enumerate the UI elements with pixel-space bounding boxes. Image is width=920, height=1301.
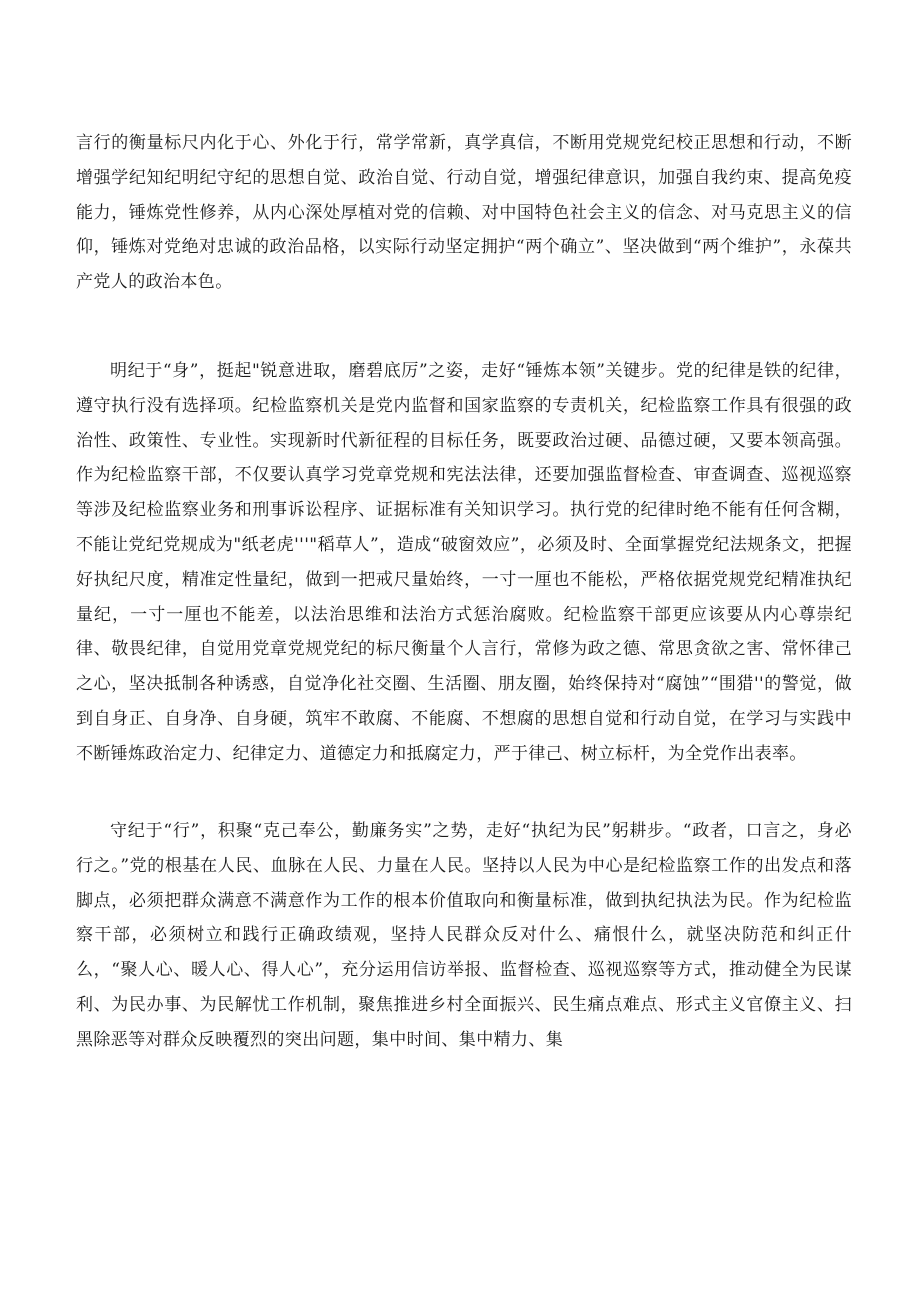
- paragraph-2: 明纪于“身”，挺起"锐意进取，磨碧底厉”之姿，走好“锤炼本领”关键步。党的纪律是铁的纪律，遵守执行没有选择项。纪检监察机关是党内监督和国家监察的专责机关，纪检监察工作具有很强的政治性、政策性、专业性。实现新时代新征程的目标任务，既要政治过硬、品德过硬，又要本领高强。作为纪检监察干部，不仅要认真学习党章党规和宪法法律，还要加强监督检查、审查调查、巡视巡察等涉及纪检监察业务和刑事诉讼程序、证据标准有关知识学习。执行党的纪律时绝不能有任何含糊，不能让党纪党规成为"纸老虎'''"稻草人”，造成“破窗效应”，必须及时、全面掌握党纪法规条文，把握好执纪尺度，精准定性量纪，做到一把戒尺量始终，一寸一厘也不能松，严格依据党规党纪精准执纪量纪，一寸一厘也不能差，以法治思维和法治方式惩治腐败。纪检监察干部更应该要从内心尊崇纪律、敬畏纪律，自觉用党章党规党纪的标尺衡量个人言行，常修为政之德、常思贪欲之害、常怀律己之心，坚决抵制各种诱惑，自觉净化社交圈、生活圈、朋友圈，始终保持对“腐蚀”“围猎''的警觉，做到自身正、自身净、自身硬，筑牢不敢腐、不能腐、不想腐的思想自觉和行动自觉，在学习与实践中不断锤炼政治定力、纪律定力、道德定力和抵腐定力，严于律己、树立标杆，为全党作出表率。: [76, 361, 852, 764]
- paragraph-1: 言行的衡量标尺内化于心、外化于行，常学常新，真学真信，不断用党规党纪校正思想和行动，不断增强学纪知纪明纪守纪的思想自觉、政治自觉、行动自觉，增强纪律意识，加强自我约束、提高免疫能力，锤炼党性修养，从内心深处厚植对党的信赖、对中国特色社会主义的信念、对马克思主义的信仰，锤炼对党绝对忠诚的政治品格，以实际行动坚定拥护“两个确立”、坚决做到“两个维护”，永葆共产党人的政治本色。: [76, 133, 852, 293]
- paragraph-discipline-action: [76, 814, 852, 1058]
- paragraph-continuation: [76, 126, 852, 300]
- paragraph-discipline-body: [76, 354, 852, 772]
- paragraph-3: 守纪于“行”，积聚“克己奉公，勤廉务实”之势，走好“执纪为民”躬耕步。“政者，口言之，身必行之。”党的根基在人民、血脉在人民、力量在人民。坚持以人民为中心是纪检监察工作的出发点和落脚点，必须把群众满意不满意作为工作的根本价值取向和衡量标准，做到执纪执法为民。作为纪检监察干部，必须树立和践行正确政绩观，坚持人民群众反对什么、痛恨什么，就坚决防范和纠正什么，“聚人心、暖人心、得人心”，充分运用信访举报、监督检查、巡视巡察等方式，推动健全为民谋利、为民办事、为民解忧工作机制，聚焦推进乡村全面振兴、民生痛点难点、形式主义官僚主义、扫黑除恶等对群众反映覆烈的突出问题，集中时间、集中精力、集: [76, 821, 852, 1050]
